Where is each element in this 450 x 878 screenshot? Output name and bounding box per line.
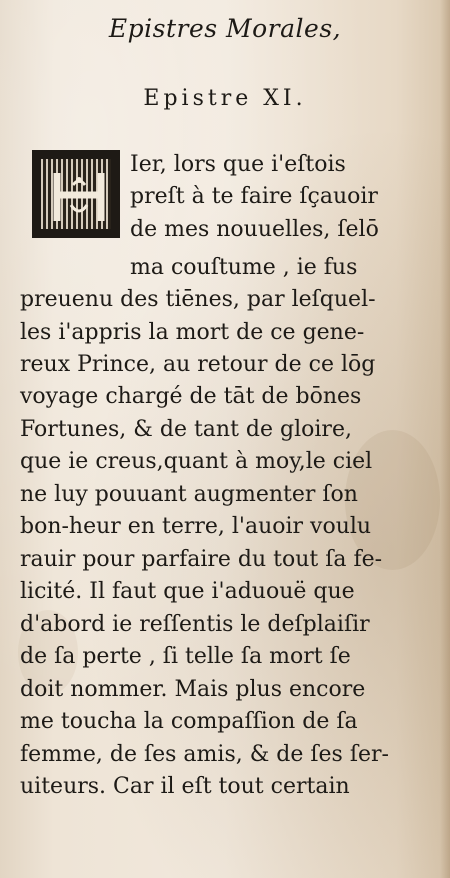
vase-ornament-icon	[51, 171, 107, 223]
text-line: les i'appris la mort de ce gene-	[20, 320, 365, 345]
text-line: Fortunes, & de tant de gloire,	[20, 417, 352, 442]
running-head: Epistres Morales,	[108, 14, 342, 43]
text-line: ma couſtume , ie fus	[130, 255, 358, 280]
text-line: de ſa perte , ſi telle ſa mort ſe	[20, 644, 351, 669]
text-line: que ie creus,quant à moy,le ciel	[20, 449, 373, 474]
text-line: doit nommer. Mais plus encore	[20, 677, 366, 702]
text-line: licité. Il faut que i'aduouë que	[20, 579, 355, 604]
text-line: preuenu des tiēnes, par leſquel-	[20, 287, 376, 312]
text-line: Ier, lors que i'eſtois	[130, 152, 346, 177]
text-line: uiteurs. Car il eſt tout certain	[20, 774, 350, 799]
page-edge-shadow	[440, 0, 450, 878]
text-line: preſt à te faire ſçauoir	[130, 184, 378, 209]
text-line: femme, de ſes amis, & de ſes ſer-	[20, 742, 389, 767]
section-title: Epistre XI.	[143, 86, 307, 111]
text-line: voyage chargé de tāt de bōnes	[20, 384, 362, 409]
text-line: bon-heur en terre, l'auoir voulu	[20, 514, 372, 539]
text-line: rauir pour parfaire du tout ſa fe-	[20, 547, 383, 572]
ornamental-drop-cap	[32, 150, 120, 238]
text-line: reux Prince, au retour de ce lōg	[20, 352, 376, 377]
text-line: de mes nouuelles, ſelō	[130, 217, 379, 242]
text-line: d'abord ie reſſentis le deſplaiſir	[20, 612, 370, 637]
text-line: ne luy pouuant augmenter ſon	[20, 482, 358, 507]
text-line: me toucha la compaſſion de ſa	[20, 709, 358, 734]
